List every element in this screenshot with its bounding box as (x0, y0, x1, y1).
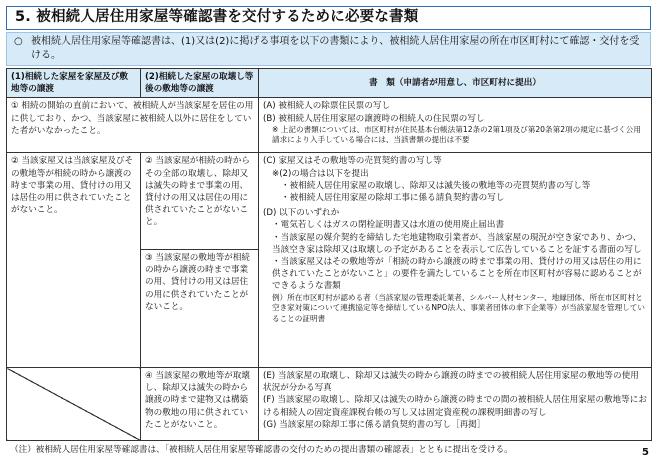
requirement-3-mid: ③ 当該家屋の敷地等が相続の時から譲渡の時まで事業の用、貸付けの用又は居住の用に供されていたことがないこと。 (145, 252, 250, 312)
circle-mark-icon: ○ (14, 36, 23, 47)
header-col2: (2)相続した家屋の取壊し等後の敷地等の譲渡 (141, 69, 259, 98)
requirement-2-mid-cell (141, 153, 259, 368)
doc-c-note: ※(2)の場合は以下を提出 (272, 168, 369, 179)
documents-row1 (259, 98, 652, 153)
doc-e: (E) 当該家屋の取壊し、除却又は滅失の時から譲渡の時までの被相続人居住用家屋の敷地等の使用状況が分かる写真 (263, 371, 639, 394)
doc-a: (A) 被相続人の除票住民票の写し (263, 101, 391, 112)
doc-c-item1: ・被相続人居住用家屋の取壊し、除却又は滅失後の敷地等の売買契約書の写し等 (281, 180, 591, 191)
requirement-2-left: ② 当該家屋又は当該家屋及びその敷地等が相続の時から譲渡の時まで事業の用、貸付けの用又は居住の用に供されていたことがないこと。 (7, 153, 141, 368)
doc-c: (C) 家屋又はその敷地等の売買契約書の写し等 (263, 156, 442, 167)
requirement-2-mid: ② 当該家屋が相続の時からその全部の取壊し、除却又は滅失の時まで事業の用、貸付けの用又は居住の用に供されていたことがないこと。 (141, 153, 258, 249)
page-number: 5 (642, 447, 649, 458)
requirement-1: ① 相続の開始の直前において、被相続人が当該家屋を居住の用に供しており、かつ、当該家屋に被相続人以外に居住をしていた者がいなかったこと。 (7, 98, 259, 153)
footnote: （注）被相続人居住用家屋等確認書は、「被相続人居住用家屋等確認書の交付のための提出書類の確認表」とともに提出を受ける。 (10, 445, 513, 455)
doc-d-item2: ・当該家屋の媒介契約を締結した宅地建物取引業者が、当該家屋の現況が空き家であり、かつ、当該空き家は除却又は取壊しの予定があることを表示して広告していることを証する書面の写し (272, 232, 642, 255)
requirement-4: ④ 当該家屋の敷地等が取壊し、除却又は滅失の時から譲渡の時まで建物又は構築物の敷地の用に供されていたことがないこと。 (141, 368, 259, 441)
intro-box (6, 32, 651, 66)
doc-d-example: 例）所在市区町村が認める者（当該家屋の管理委託業者、シルバー人材センター、地縁団体、所在市区町村と空き家対策について連携協定等を締結しているNPO法人、事業者団体の傘下企業等）が当該家屋を管理していることの証明書 (272, 292, 645, 323)
doc-c-item2: ・被相続人居住用家屋の除却工事に係る請負契約書の写し (281, 193, 505, 204)
doc-d-item3: ・当該家屋又はその敷地等が「相続の時から譲渡の時まで事業の用、貸付けの用又は居住の用に供されていたことがないこと」の要件を満たしていることを所在市区町村が容易に認めることができるような書類 (272, 257, 642, 292)
requirements-table (6, 68, 652, 368)
doc-note: ※ 上記の書類については、市区町村が住民基本台帳法第12条の2第1項及び第20条第2項の規定に基づく公用請求により入手している場合には、当該書類の提出は不要 (272, 124, 641, 145)
doc-g: (G) 当該家屋の除却工事に係る請負契約書の写し［再掲］ (263, 419, 486, 430)
doc-d: (D) 以下のいずれか (263, 208, 340, 219)
intro-text: 被相続人居住用家屋等確認書は、(1)又は(2)に掲げる事項を以下の書類により、被相続人居住用家屋の所在市区町村にて確認・交付を受ける。 (31, 36, 640, 61)
header-col1: (1)相続した家屋を家屋及び敷地等の譲渡 (7, 69, 141, 98)
requirements-table-lower (6, 367, 652, 441)
doc-d-item1: ・電気若しくはガスの閉栓証明書又は水道の使用廃止届出書 (272, 220, 505, 231)
documents-row2 (259, 153, 652, 368)
doc-b: (B) 被相続人居住用家屋の譲渡時の相続人の住民票の写し (263, 113, 485, 124)
doc-f: (F) 当該家屋の取壊し、除却又は滅失の時から譲渡の時までの間の被相続人居住用家屋の敷地等における相続人の固定資産課税台帳の写し又は固定資産税の課税明細書の写し (263, 395, 647, 418)
empty-diagonal-cell (7, 368, 141, 441)
header-documents: 書 類（申請者が用意し、市区町村に提出） (259, 69, 652, 98)
page-title: 5. 被相続人居住用家屋等確認書を交付するために必要な書類 (6, 6, 651, 30)
documents-row3 (259, 368, 652, 441)
